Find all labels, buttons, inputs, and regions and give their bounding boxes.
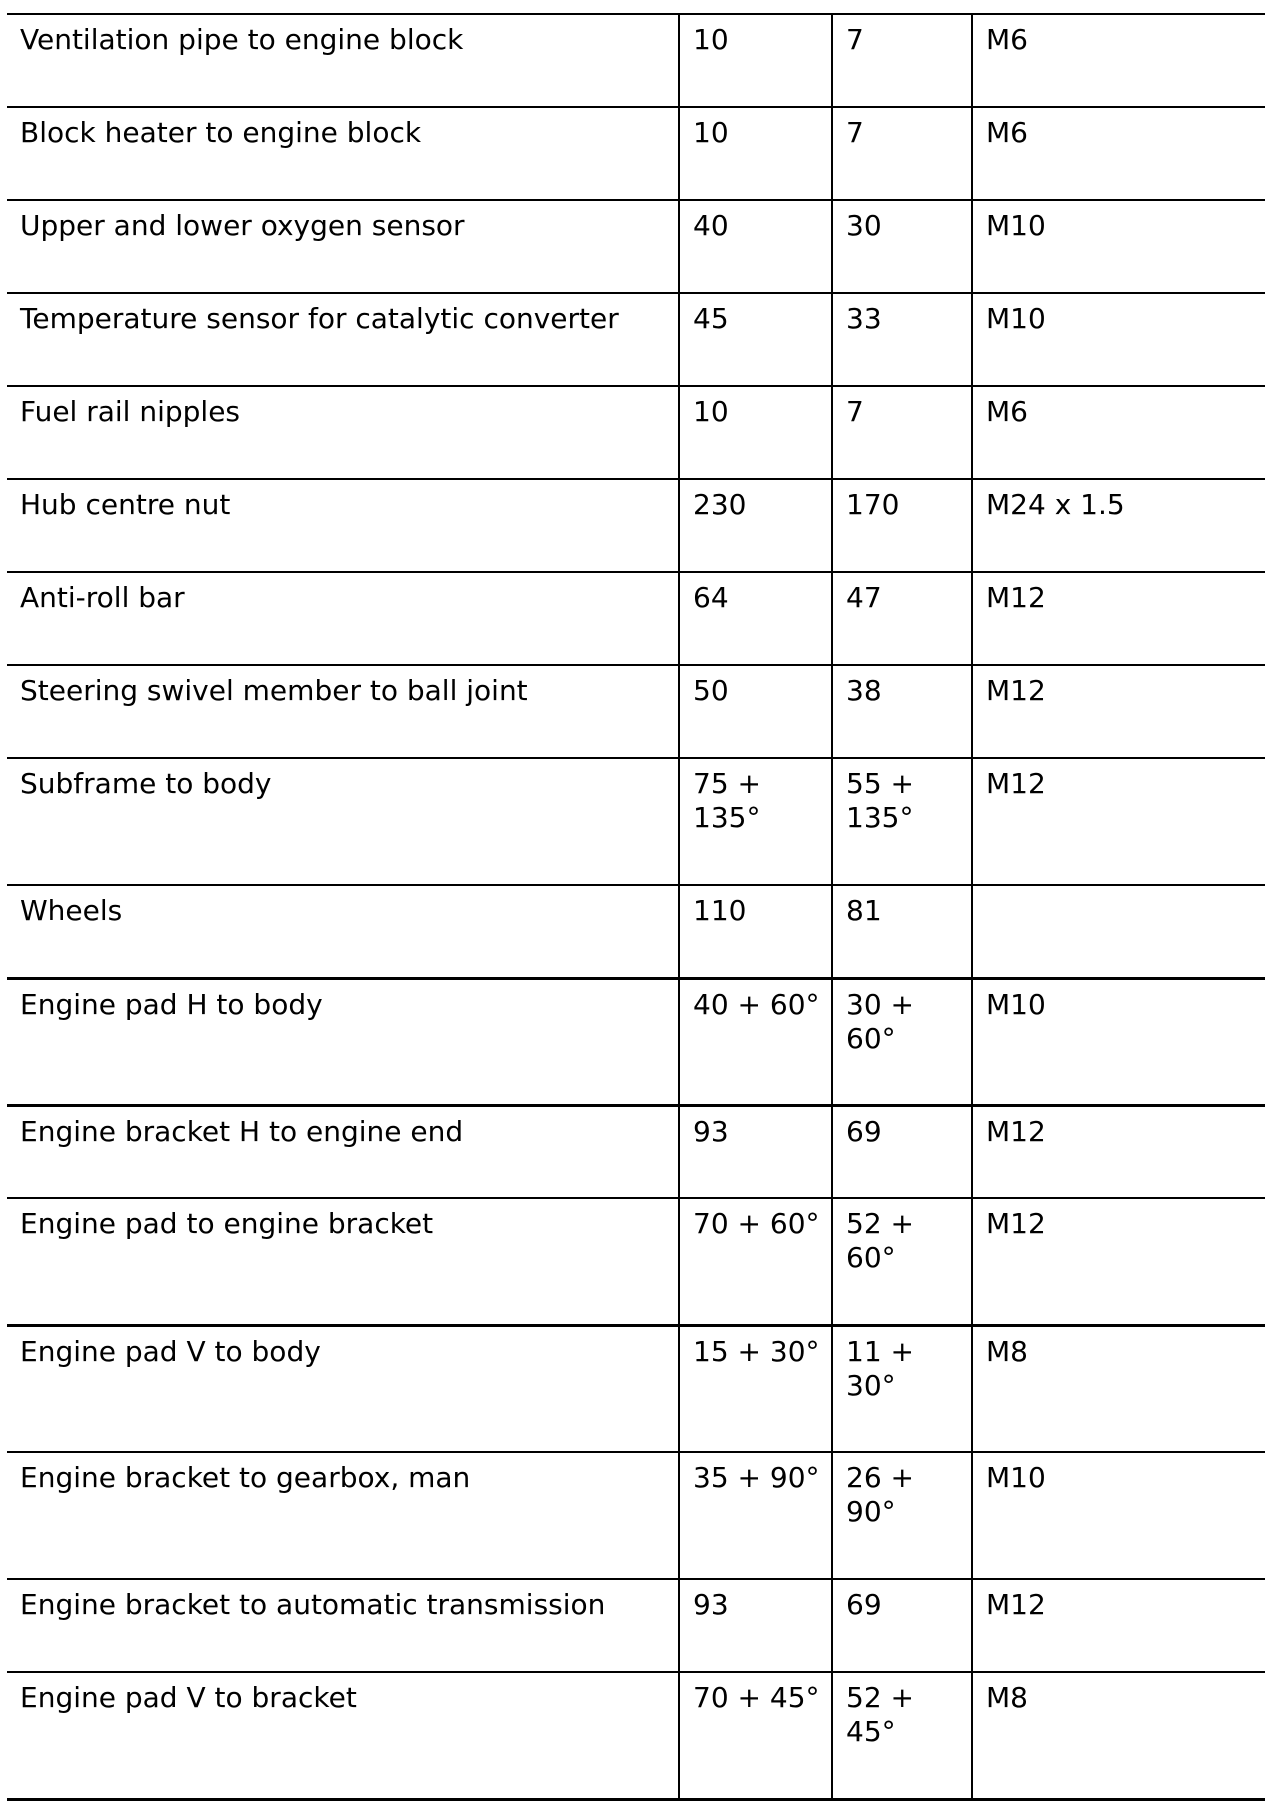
torque-nm-cell: 40 + 60° — [679, 978, 832, 1105]
component-cell: Block heater to engine block — [7, 107, 679, 200]
torque-lbft-cell: 38 — [832, 665, 972, 758]
torque-lbft-cell: 47 — [832, 572, 972, 665]
torque-lbft-cell: 26 + 90° — [832, 1452, 972, 1579]
table-row — [7, 107, 1265, 200]
component-cell: Engine bracket H to engine end — [7, 1105, 679, 1198]
torque-lbft-cell: 7 — [832, 386, 972, 479]
table-row — [7, 14, 1265, 107]
component-cell: Ventilation pipe to engine block — [7, 14, 679, 107]
torque-lbft-cell: 69 — [832, 1105, 972, 1198]
table-row — [7, 978, 1265, 1105]
torque-nm-cell: 10 — [679, 14, 832, 107]
thread-size-cell: M6 — [972, 14, 1265, 107]
torque-lbft-cell: 52 + 45° — [832, 1672, 972, 1799]
component-cell: Engine pad H to body — [7, 978, 679, 1105]
torque-lbft-cell: 55 + 135° — [832, 758, 972, 885]
thread-size-cell: M12 — [972, 758, 1265, 885]
torque-nm-cell: 64 — [679, 572, 832, 665]
component-cell: Wheels — [7, 885, 679, 978]
torque-nm-cell: 93 — [679, 1105, 832, 1198]
table-row — [7, 200, 1265, 293]
torque-nm-cell: 230 — [679, 479, 832, 572]
thread-size-cell: M6 — [972, 386, 1265, 479]
torque-nm-cell: 10 — [679, 107, 832, 200]
torque-lbft-cell: 69 — [832, 1579, 972, 1672]
thread-size-cell: M10 — [972, 978, 1265, 1105]
thread-size-cell: M12 — [972, 1579, 1265, 1672]
torque-nm-cell: 45 — [679, 293, 832, 386]
component-cell: Hub centre nut — [7, 479, 679, 572]
torque-lbft-cell: 30 + 60° — [832, 978, 972, 1105]
component-cell: Anti-roll bar — [7, 572, 679, 665]
component-cell: Engine bracket to automatic transmission — [7, 1579, 679, 1672]
thread-size-cell: M10 — [972, 293, 1265, 386]
torque-lbft-cell: 30 — [832, 200, 972, 293]
table-row — [7, 1579, 1265, 1672]
thread-size-cell: M12 — [972, 1105, 1265, 1198]
component-cell: Upper and lower oxygen sensor — [7, 200, 679, 293]
component-cell: Engine pad V to bracket — [7, 1672, 679, 1799]
table-row — [7, 1325, 1265, 1452]
thread-size-cell: M8 — [972, 1325, 1265, 1452]
component-cell: Engine bracket to gearbox, man — [7, 1452, 679, 1579]
component-cell: Fuel rail nipples — [7, 386, 679, 479]
thread-size-cell: M10 — [972, 1452, 1265, 1579]
thread-size-cell: M24 x 1.5 — [972, 479, 1265, 572]
torque-lbft-cell: 170 — [832, 479, 972, 572]
torque-nm-cell: 75 + 135° — [679, 758, 832, 885]
torque-nm-cell: 70 + 60° — [679, 1198, 832, 1325]
thread-size-cell: M12 — [972, 1198, 1265, 1325]
torque-lbft-cell: 7 — [832, 14, 972, 107]
torque-nm-cell: 93 — [679, 1579, 832, 1672]
torque-nm-cell: 15 + 30° — [679, 1325, 832, 1452]
table-row — [7, 885, 1265, 978]
component-cell: Engine pad to engine bracket — [7, 1198, 679, 1325]
table-row — [7, 1452, 1265, 1579]
torque-specification-sheet — [7, 13, 1265, 1801]
thread-size-cell: M10 — [972, 200, 1265, 293]
table-row — [7, 479, 1265, 572]
table-row — [7, 758, 1265, 885]
component-cell: Engine pad V to body — [7, 1325, 679, 1452]
table-row — [7, 293, 1265, 386]
table-row — [7, 665, 1265, 758]
torque-nm-cell: 35 + 90° — [679, 1452, 832, 1579]
torque-lbft-cell: 7 — [832, 107, 972, 200]
thread-size-cell: M8 — [972, 1672, 1265, 1799]
thread-size-cell: M6 — [972, 107, 1265, 200]
component-cell: Subframe to body — [7, 758, 679, 885]
thread-size-cell: M12 — [972, 572, 1265, 665]
torque-nm-cell: 70 + 45° — [679, 1672, 832, 1799]
torque-nm-cell: 110 — [679, 885, 832, 978]
component-cell: Temperature sensor for catalytic converter — [7, 293, 679, 386]
torque-nm-cell: 40 — [679, 200, 832, 293]
thread-size-cell — [972, 885, 1265, 978]
torque-lbft-cell: 52 + 60° — [832, 1198, 972, 1325]
thread-size-cell: M12 — [972, 665, 1265, 758]
torque-nm-cell: 50 — [679, 665, 832, 758]
torque-lbft-cell: 11 + 30° — [832, 1325, 972, 1452]
torque-lbft-cell: 81 — [832, 885, 972, 978]
torque-lbft-cell: 33 — [832, 293, 972, 386]
torque-nm-cell: 10 — [679, 386, 832, 479]
torque-table — [7, 13, 1265, 1801]
torque-table-body — [7, 14, 1265, 1799]
table-row — [7, 386, 1265, 479]
table-row — [7, 572, 1265, 665]
table-row — [7, 1198, 1265, 1325]
component-cell: Steering swivel member to ball joint — [7, 665, 679, 758]
table-row — [7, 1105, 1265, 1198]
table-row — [7, 1672, 1265, 1799]
